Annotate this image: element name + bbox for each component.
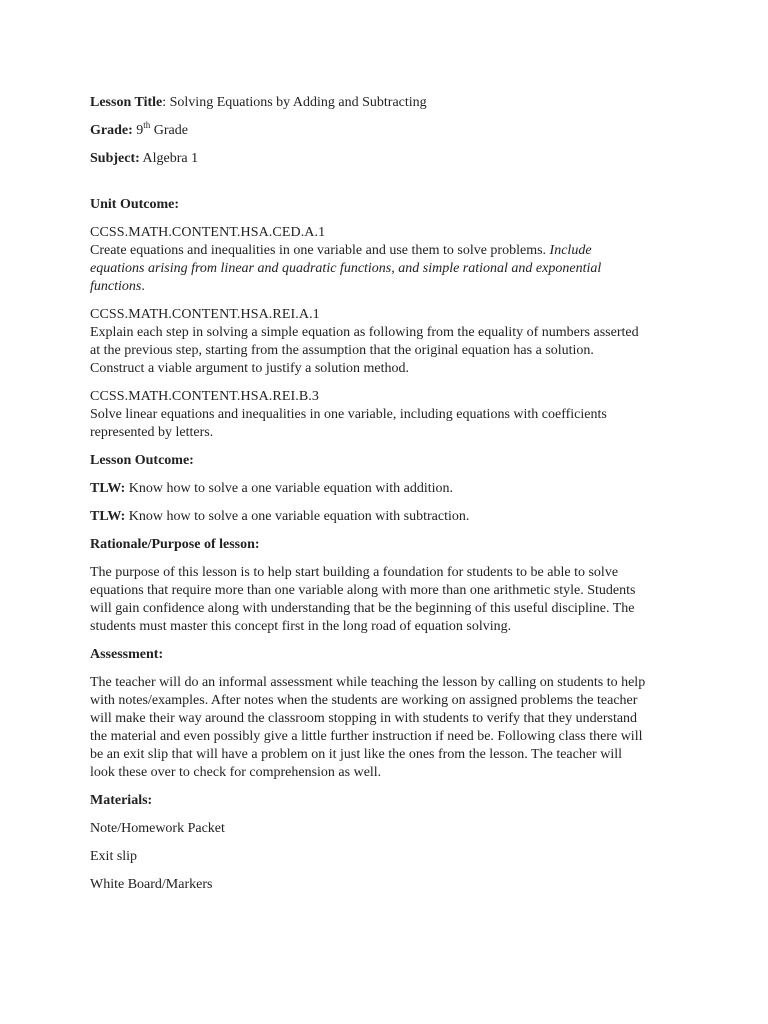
grade-line (90, 122, 648, 140)
grade-suffix: th (143, 120, 151, 130)
assessment-paragraph: The teacher will do an informal assessment while teaching the lesson by calling on students to help with notes/examples. After notes when the students are working on assigned problems the teacher will make their way around the classroom stopping in with students to verify that they understand the material and even possibly give a little further instruction if need be. Following class there will be an exit slip that will have a problem on it just like the ones from the lesson. The teacher will look these over to check for comprehension as well. (90, 675, 646, 780)
rationale-paragraph: The purpose of this lesson is to help start building a foundation for students to be able to solve equations that require more than one variable along with more than one arithmetic style. Students will gain confidence along with understanding that be the beginning of this useful discipline. The students must master this concept first in the long road of equation solving. (90, 565, 636, 634)
materials-item: Exit slip (90, 849, 138, 864)
lesson-title-value: : Solving Equations by Adding and Subtracting (162, 95, 427, 110)
standard-code: CCSS.MATH.CONTENT.HSA.REI.A.1 (90, 307, 320, 322)
subject-value: Algebra 1 (139, 151, 199, 166)
unit-outcome-heading: Unit Outcome: (90, 197, 180, 212)
lesson-title-line (90, 94, 648, 112)
lesson-outcome-item (90, 480, 648, 498)
tlw-text: Know how to solve a one variable equation with addition. (125, 481, 454, 496)
standard-block (90, 388, 648, 442)
subject-label: Subject: (90, 151, 140, 166)
grade-word: Grade (150, 123, 188, 138)
materials-item: White Board/Markers (90, 877, 213, 892)
lesson-title-label: Lesson Title (90, 95, 163, 110)
standard-code: CCSS.MATH.CONTENT.HSA.REI.B.3 (90, 389, 319, 404)
standard-period: . (141, 279, 145, 294)
tlw-text: Know how to solve a one variable equation with subtraction. (125, 509, 470, 524)
standard-description (90, 242, 648, 296)
grade-number: 9 (132, 123, 144, 138)
grade-label: Grade: (90, 123, 133, 138)
materials-heading: Materials: (90, 793, 153, 808)
rationale-heading: Rationale/Purpose of lesson: (90, 537, 260, 552)
standard-block (90, 224, 648, 296)
assessment-heading: Assessment: (90, 647, 164, 662)
standard-description: Explain each step in solving a simple equation as following from the equality of numbers asserted at the previous step, starting from the assumption that the original equation has a solution. Construct a viable argument to justify a solution method. (90, 325, 639, 376)
subject-line (90, 150, 648, 168)
lesson-outcome-heading: Lesson Outcome: (90, 453, 194, 468)
standard-code: CCSS.MATH.CONTENT.HSA.CED.A.1 (90, 225, 326, 240)
standard-block (90, 306, 648, 378)
standard-text: Create equations and inequalities in one variable and use them to solve problems. (90, 243, 550, 258)
materials-item: Note/Homework Packet (90, 821, 225, 836)
standard-description: Solve linear equations and inequalities in one variable, including equations with coefficients represented by letters. (90, 407, 607, 440)
tlw-label: TLW: (90, 481, 126, 496)
standard-italic-text: Include equations arising from linear and quadratic functions, and simple rational and exponential functions (90, 243, 602, 294)
tlw-label: TLW: (90, 509, 126, 524)
lesson-outcome-item (90, 508, 648, 526)
